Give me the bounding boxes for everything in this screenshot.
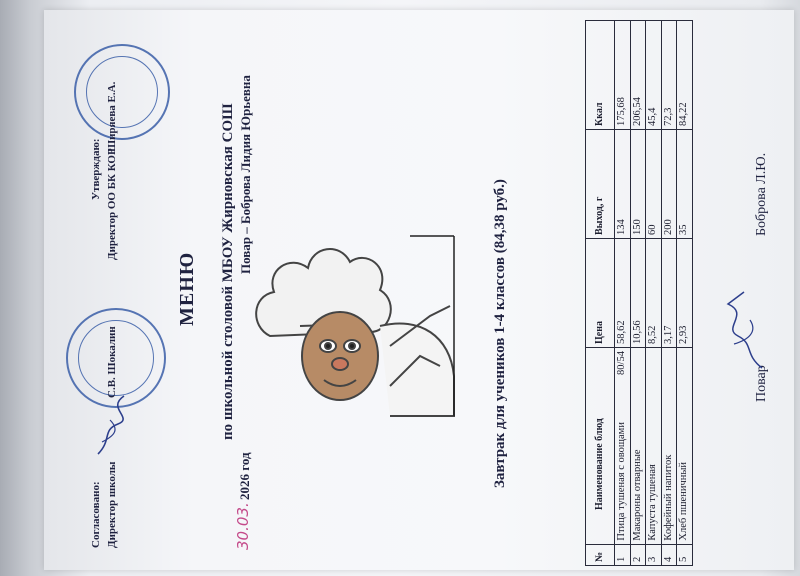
approved-name: Ширяева Е.А. (106, 81, 118, 152)
row-no: 1 (615, 544, 631, 565)
row-output: 60 (646, 130, 662, 239)
row-name: Кофейный напиток (661, 385, 677, 544)
row-output: 134 (615, 130, 631, 239)
col-portion-spacer (586, 348, 615, 385)
agreed-label: Согласовано: (90, 481, 102, 548)
table-header-row (586, 21, 615, 566)
row-kcal: 84,22 (677, 21, 693, 130)
menu-table (585, 20, 693, 566)
row-portion (646, 348, 662, 385)
menu-sheet (44, 10, 794, 570)
menu-table-wrap (585, 20, 693, 566)
col-name: Наименование блюд (586, 385, 615, 544)
row-kcal: 45,4 (646, 21, 662, 130)
row-portion (677, 348, 693, 385)
table-row (615, 21, 631, 566)
approved-label: Утверждаю: (90, 138, 102, 200)
agreed-name: С.В. Шокалин (106, 326, 118, 398)
row-output: 200 (661, 130, 677, 239)
row-no: 4 (661, 544, 677, 565)
agreed-role: Директор школы (106, 461, 118, 548)
row-portion (630, 348, 646, 385)
row-price: 58,62 (615, 239, 631, 348)
row-name: Макароны отварные (630, 385, 646, 544)
table-row (646, 21, 662, 566)
cook-line: Повар – Боброва Лидия Юрьевна (238, 75, 253, 274)
date-printed: 2026 год (237, 452, 252, 500)
row-price: 3,17 (661, 239, 677, 348)
row-kcal: 206,54 (630, 21, 646, 130)
signature-cook (714, 284, 774, 374)
school-stamp-right (74, 44, 170, 140)
row-name: Птица тушеная с овощами (615, 385, 631, 544)
col-output: Выход, г (586, 130, 615, 239)
table-row (677, 21, 693, 566)
date-handwritten: 30.03. (234, 502, 252, 550)
row-portion: 80/54 (615, 348, 631, 385)
meal-heading: Завтрак для учеников 1-4 классов (84,38 руб.) (492, 179, 508, 488)
row-name: Капуста тушеная (646, 385, 662, 544)
row-name: Хлеб пшеничный (677, 385, 693, 544)
row-no: 2 (630, 544, 646, 565)
col-kcal: Ккал (586, 21, 615, 130)
row-no: 3 (646, 544, 662, 565)
col-no: № (586, 544, 615, 565)
row-kcal: 72,3 (661, 21, 677, 130)
footer-cook-name: Боброва Л.Ю. (754, 152, 769, 236)
footer-cook-label: Повар (754, 365, 769, 402)
table-row (661, 21, 677, 566)
row-price: 8,52 (646, 239, 662, 348)
row-portion (661, 348, 677, 385)
row-price: 10,56 (630, 239, 646, 348)
chef-illustration (240, 206, 470, 436)
table-row (630, 21, 646, 566)
row-kcal: 175,68 (615, 21, 631, 130)
col-price: Цена (586, 239, 615, 348)
row-output: 150 (630, 130, 646, 239)
row-no: 5 (677, 544, 693, 565)
page-title: МЕНЮ (176, 251, 198, 326)
signature-left (92, 390, 132, 460)
row-output: 35 (677, 130, 693, 239)
page-subtitle: по школьной столовой МБОУ Жирновская СОШ (220, 103, 236, 440)
row-price: 2,93 (677, 239, 693, 348)
approved-role: Директор ОО БК КОР (106, 148, 118, 260)
